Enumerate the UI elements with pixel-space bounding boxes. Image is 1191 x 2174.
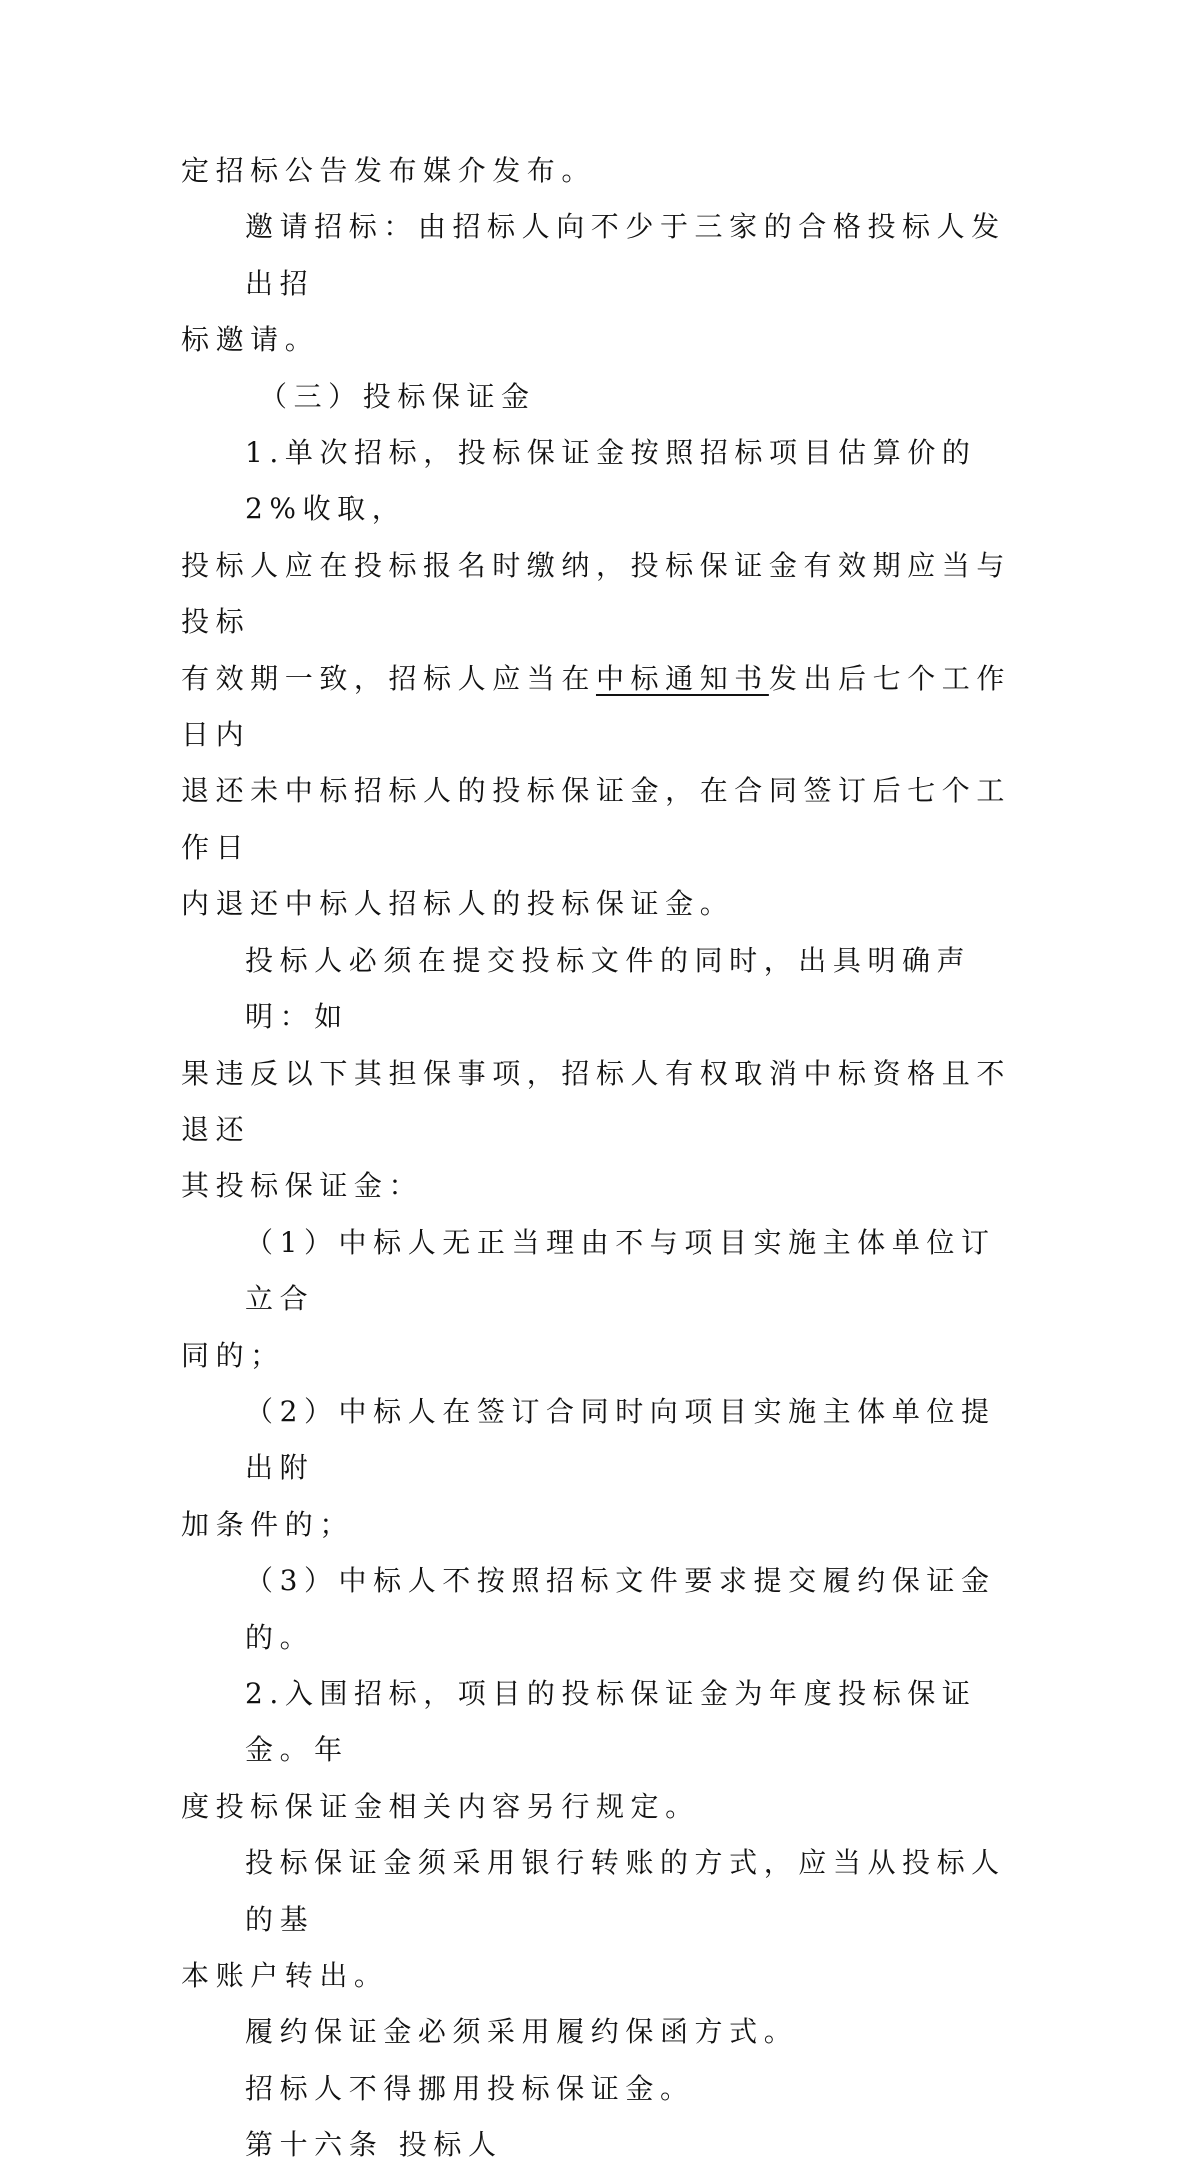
- text-segment: 发出后七个工作日内: [181, 661, 1011, 752]
- text-line: 内退还中标人招标人的投标保证金。: [181, 887, 735, 921]
- document-body: [181, 143, 1013, 2174]
- text-line: 加条件的；: [181, 1507, 354, 1541]
- text-line: 投标人必须在提交投标文件的同时，出具明确声明：如: [245, 943, 972, 1034]
- list-item-line: （1）中标人无正当理由不与项目实施主体单位订立合: [245, 1225, 996, 1316]
- text-line: 果违反以下其担保事项，招标人有权取消中标资格且不退还: [181, 1056, 1011, 1146]
- text-line: 1.单次招标，投标保证金按照招标项目估算价的2%收取，: [245, 436, 977, 526]
- text-line: 2.入围招标，项目的投标保证金为年度投标保证金。年: [245, 1676, 977, 1767]
- text-segment: 有效期一致，招标人应当在: [181, 661, 596, 695]
- text-line: 投标保证金须采用银行转账的方式，应当从投标人的基: [245, 1846, 1006, 1936]
- text-line: 同的；: [181, 1338, 285, 1372]
- list-item-line: （3）中标人不按照招标文件要求提交履约保证金的。: [245, 1564, 996, 1654]
- text-line: 定招标公告发布媒介发布。: [181, 154, 596, 187]
- text-line: 标邀请。: [181, 323, 320, 357]
- text-line: [181, 651, 1013, 764]
- text-line: 退还未中标招标人的投标保证金，在合同签订后七个工作日: [181, 774, 1011, 864]
- text-line: 度投标保证金相关内容另行规定。: [181, 1789, 700, 1823]
- article-heading: 第十六条 投标人: [245, 2128, 503, 2162]
- text-line: 邀请招标：由招标人向不少于三家的合格投标人发出招: [245, 210, 1006, 300]
- text-line: 履约保证金必须采用履约保函方式。: [245, 2015, 799, 2049]
- underlined-term: 中标通知书: [595, 661, 769, 695]
- text-line: 其投标保证金：: [181, 1169, 424, 1203]
- text-line: 投标人应在投标报名时缴纳，投标保证金有效期应当与投标: [181, 548, 1011, 639]
- section-heading: （三）投标保证金: [259, 379, 536, 413]
- list-item-line: （2）中标人在签订合同时向项目实施主体单位提出附: [245, 1394, 996, 1485]
- text-line: 招标人不得挪用投标保证金。: [245, 2071, 695, 2105]
- text-line: 本账户转出。: [181, 1959, 389, 1992]
